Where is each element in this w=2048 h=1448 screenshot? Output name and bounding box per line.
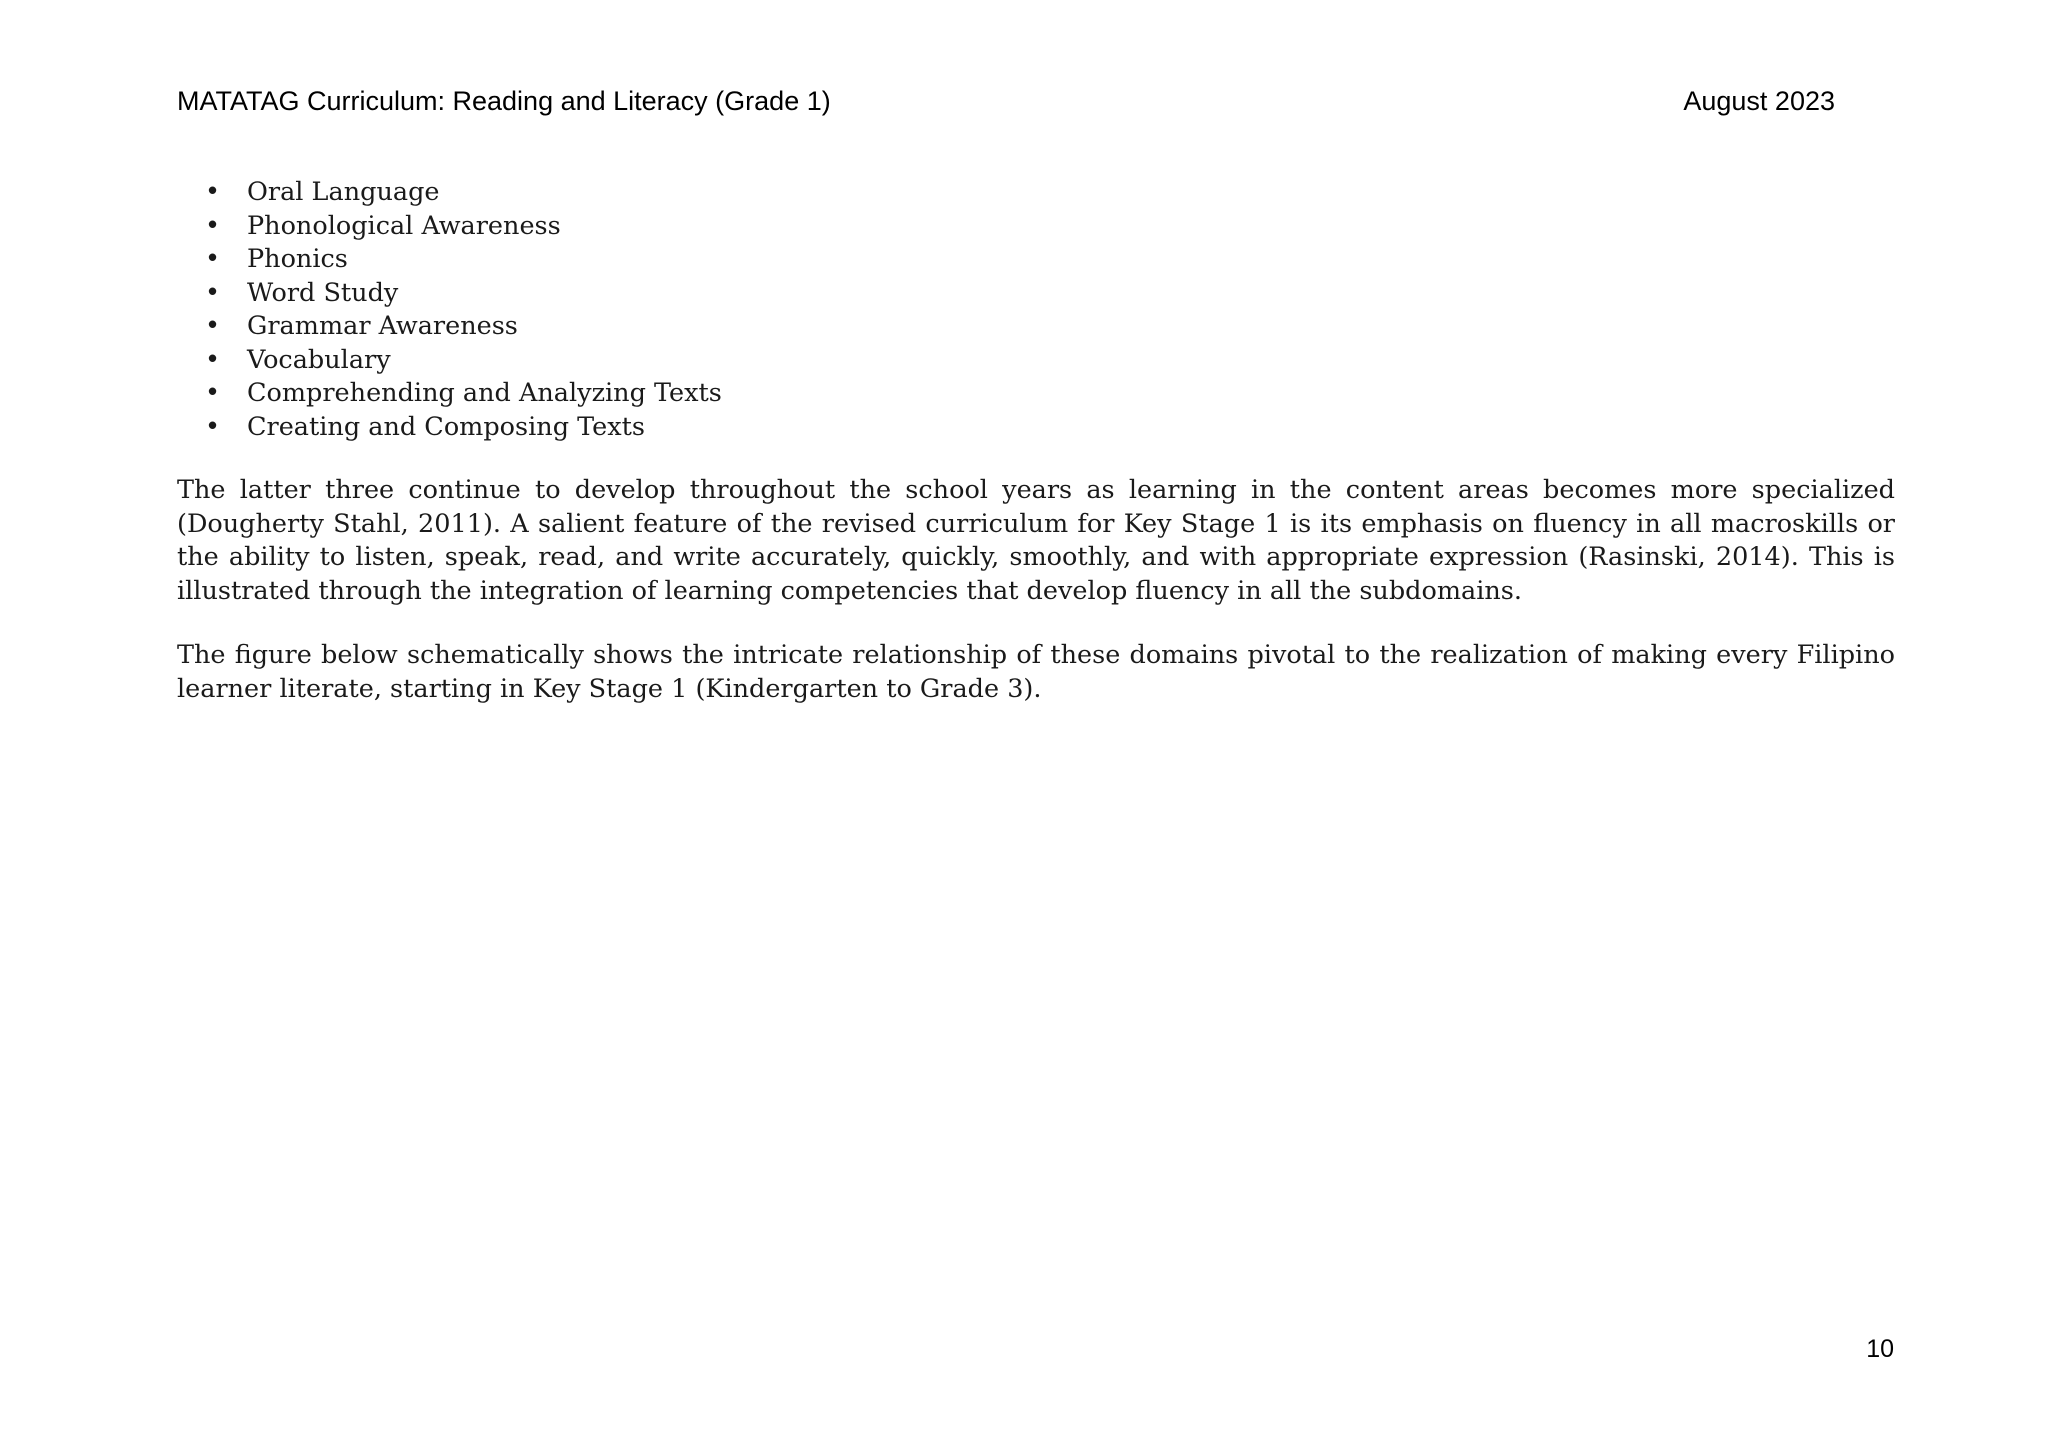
header-title: MATATAG Curriculum: Reading and Literacy (Grade 1)	[177, 86, 831, 116]
domain-label: Vocabulary	[247, 344, 391, 375]
bullet-icon: •	[205, 378, 221, 408]
domain-label: Grammar Awareness	[247, 311, 518, 341]
page-header	[177, 86, 1835, 126]
list-item	[177, 243, 1895, 277]
header-date: August 2023	[1683, 86, 1835, 116]
page-content	[177, 176, 1895, 706]
page-number: 10	[1866, 1335, 1894, 1363]
bullet-icon: •	[205, 244, 221, 274]
list-item	[177, 344, 1895, 378]
bullet-icon: •	[205, 210, 221, 241]
bullet-icon: •	[205, 177, 221, 207]
list-item	[177, 277, 1895, 311]
bullet-icon: •	[205, 311, 221, 341]
domain-label: Creating and Composing Texts	[247, 411, 645, 442]
list-item	[177, 210, 1895, 244]
paragraph-figure-intro: The figure below schematically shows the intricate relationship of these domains pivotal to the realization of making every Filipino learner literate, starting in Key Stage 1 (Kindergarten to Grade 3).	[177, 640, 1895, 704]
domain-label: Phonological Awareness	[247, 210, 561, 241]
domain-label: Oral Language	[247, 177, 440, 207]
domain-list	[177, 176, 1895, 444]
list-item	[177, 176, 1895, 210]
bullet-icon: •	[205, 277, 221, 308]
domain-label: Comprehending and Analyzing Texts	[247, 378, 722, 408]
list-item	[177, 377, 1895, 411]
bullet-icon: •	[205, 344, 221, 375]
bullet-icon: •	[205, 411, 221, 442]
paragraph-fluency: The latter three continue to develop throughout the school years as learning in the content areas becomes more specialized (Dougherty Stahl, 2011). A salient feature of the revised curriculum for Key Stage 1 is its emphasis on fluency in all macroskills or the ability to listen, speak, read, and write accurately, quickly, smoothly, and with appropriate expression (Rasinski, 2014). This is illustrated through the integration of learning competencies that develop fluency in all the subdomains.	[177, 475, 1895, 606]
domain-label: Word Study	[247, 277, 399, 308]
list-item	[177, 310, 1895, 344]
list-item	[177, 411, 1895, 445]
domain-label: Phonics	[247, 244, 348, 274]
